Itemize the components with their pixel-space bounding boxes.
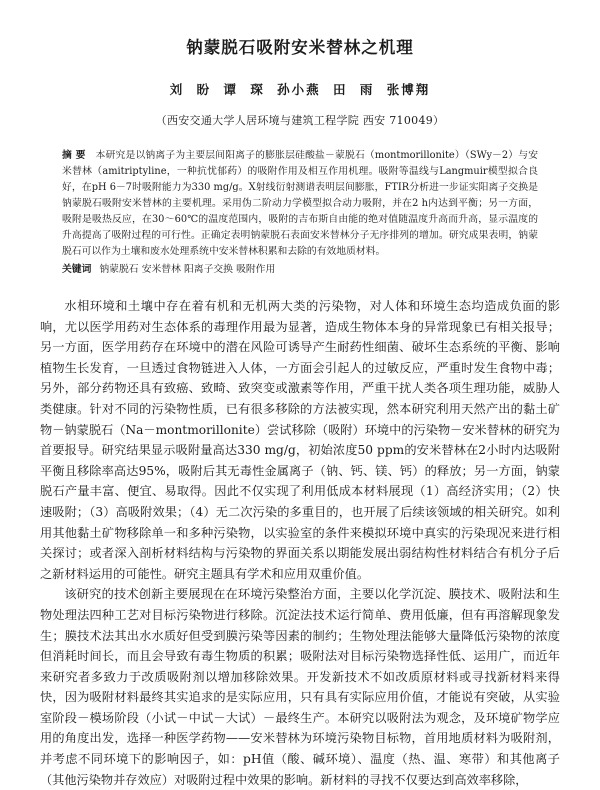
body-paragraph-1: 水相环境和土壤中存在着有机和无机两大类的污染物，对人体和环境生态均造成负面的影响，尤以医学用药对生态体系的毒理作用最为显著，造成生物体本身的异常现象已有相关报导；另一方面，医学用药存在环境中的潜在风险可诱导产生耐药性细菌、破坏生态系统的平衡、影响植物生长发育，一旦透过食物链进入人体，一方面会引起人的过敏反应，严重时发生食物中毒；另外，部分药物还具有致癌、致畸、致突变或激素等作用，严重干扰人类各项生理功能，威胁人类健康。针对不同的污染物性质，已有很多移除的方法被实现，然本研究利用天然产出的黏土矿物－钠蒙脱石（Na－montmorillonite）尝试移除（吸附）环境中的污染物－安米替林的研究为首要报导。研究结果显示吸附量高达330 mg/g，初始浓度50 ppm的安米替林在2小时内达吸附平衡且移除率高达95%，吸附后其无毒性金属离子（钠、钙、镁、钙）的释放；另一方面，钠蒙脱石产量丰富、便宜、易取得。因此不仅实现了利用低成本材料展现（1）高经济实用；（2）快速吸附；（3）高吸附效果；（4）无二次污染的多重目的，也开展了后续该领域的相关研究。如利用其他黏土矿物移除单一和多种污染物，以实验室的条件来模拟环境中真实的污染现况来进行相关探讨；或者深入剖析材料结构与污染物的界面关系以期能发展出弱结构性材料结合有机分子后之新材料运用的可能性。研究主题具有学术和应用双重价值。	[40, 299, 560, 581]
body-text	[40, 296, 560, 790]
body-paragraph-2: 该研究的技术创新主要展现在在环境污染整治方面，主要以化学沉淀、膜技术、吸附法和生物处理法四种工艺对目标污染物进行移除。沉淀法技术运行简单、费用低廉，但有再溶解现象发生；膜技术法其出水水质好但受到膜污染等因素的制约；生物处理法能够大量降低污染物的浓度但消耗时间长，而且会导致有毒生物质的积累；吸附法对目标污染物选择性低、运用广，而近年来研究者多致力于改质吸附剂以增加移除效果。开发新技术不如改质原材料或寻找新材料来得快，因为吸附材料最终其实追求的是实际应用，只有具有实际应用价值，才能说有突破，从实验室阶段－模场阶段（小试－中试－大试）－最终生产。本研究以吸附法为观念，及环境矿物学应用的角度出发，选择一种医学药物——安米替林为环境污染物目标物，首用地质材料为吸附剂，并考虑不同环境下的影响因子，如：pH值（酸、碱环境）、温度（热、温、寒带）和其他离子（其他污染物并存效应）对吸附过程中效果的影响。新材料的寻找不仅要达到高效率移除，	[40, 587, 560, 787]
abstract-label: 摘 要	[62, 150, 86, 161]
abstract-text: 本研究是以钠离子为主要层间阳离子的膨胀层硅酸盐－蒙脱石（montmorillonite）（SWy－2）与安米替林（amitriptyline，一种抗忧郁药）的吸附作用及相互作用机理。吸附等温线与Langmuir模型拟合良好，在pH 6－7时吸附能力为330 mg/g。X射线衍射测谱表明层间膨胀，FTIR分析进一步证实阳离子交换是钠蒙脱石吸附安米替林的主要机理。采用伪二阶动力学模型拟合动力吸附，并在2 h内达到平衡；另一方面，吸附是吸热反应，在30～60℃的温度范围内，吸附的吉布斯自由能的绝对值随温度升高而升高，显示温度的升高提高了吸附过程的可行性。正确定表明钠蒙脱石表面安米替林分子无序排列的增加。研究成果表明，钠蒙脱石可以作为土壤和废水处理系统中安米替林积累和去除的有效地质材料。	[62, 150, 538, 257]
affiliation: （西安交通大学人居环境与建筑工程学院 西安 710049）	[155, 114, 445, 127]
keywords-label: 关键词	[62, 264, 92, 275]
author-list: 刘 盼 谭 琛 孙小燕 田 雨 张博翔	[169, 82, 431, 97]
keywords-text: 钠蒙脱石 安米替林 阳离子交换 吸附作用	[99, 264, 276, 275]
abstract	[40, 148, 560, 260]
paper-title: 钠蒙脱石吸附安米替林之机理	[186, 38, 414, 57]
keywords	[40, 262, 560, 278]
